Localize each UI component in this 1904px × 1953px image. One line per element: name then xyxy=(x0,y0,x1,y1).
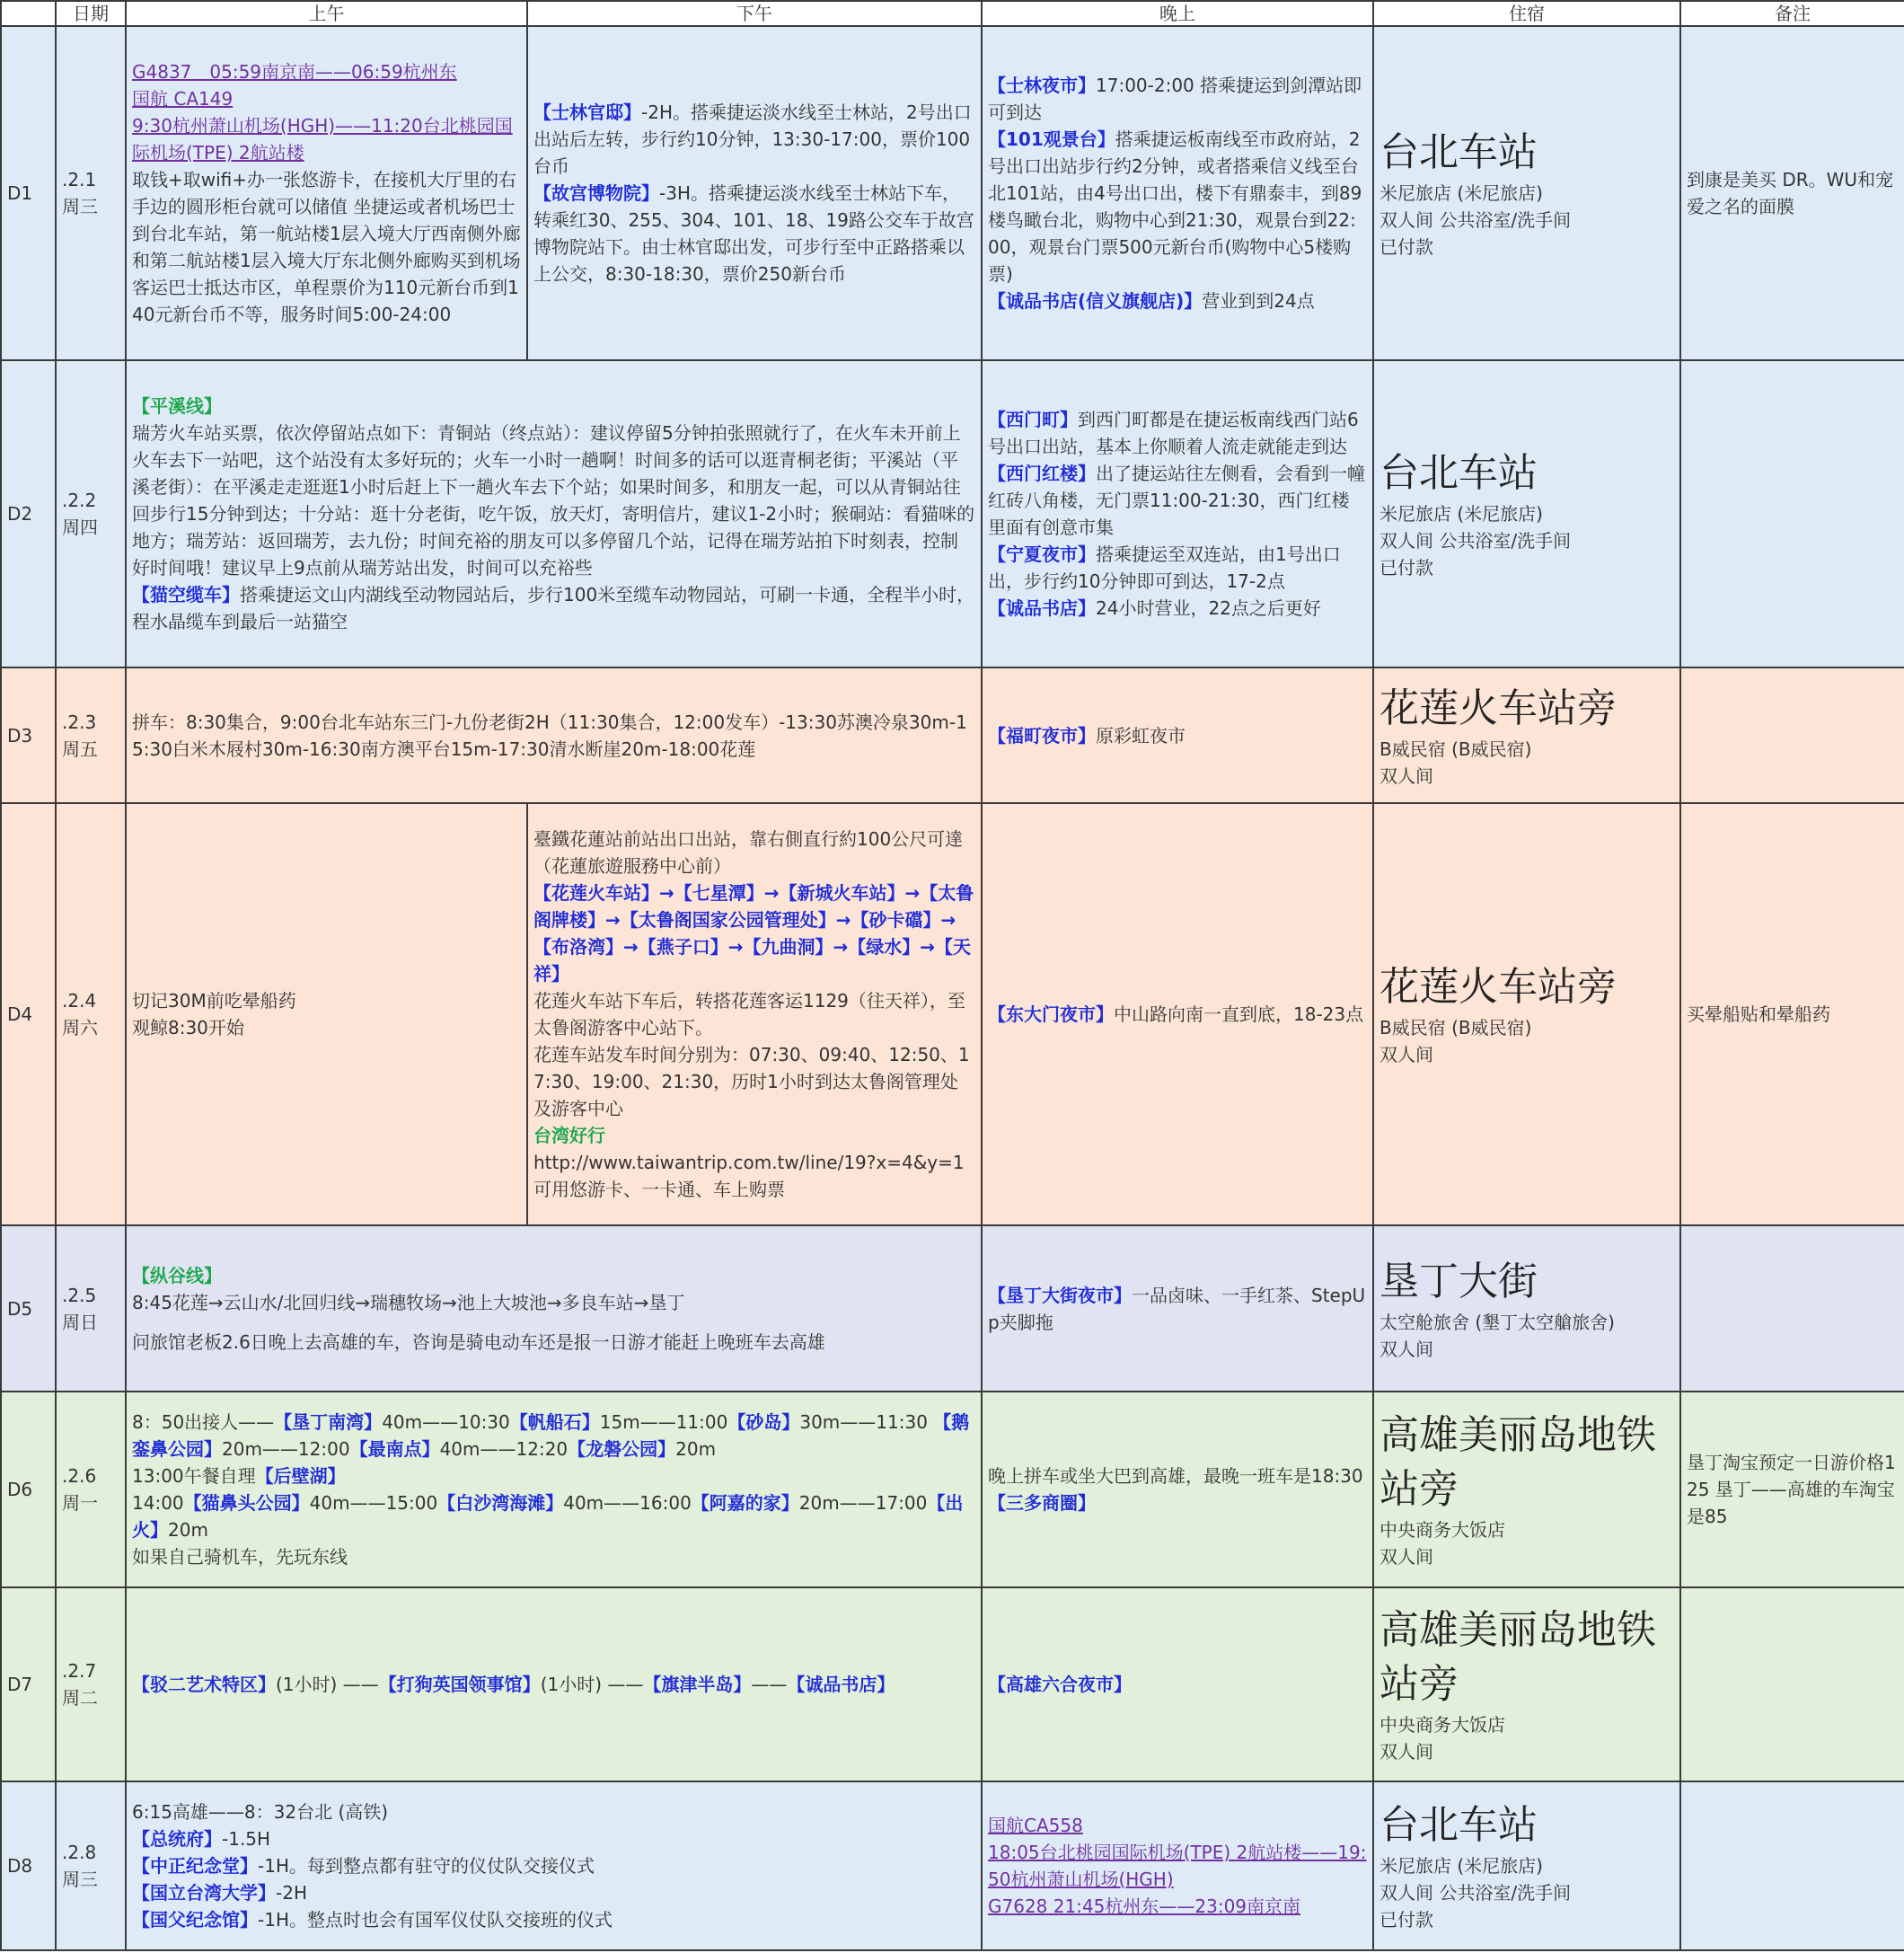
spot-desc: 17:00-2:00 搭乘捷运到剑潭站即可到达 xyxy=(988,75,1362,123)
hotel-name: 太空舱旅舍 (墾丁太空艙旅舍) xyxy=(1380,1311,1615,1333)
spot-name: 【101观景台】 xyxy=(988,128,1115,150)
date-cell[interactable] xyxy=(56,667,126,803)
afternoon-cell[interactable] xyxy=(527,803,982,1225)
route-title: 【纵谷线】 xyxy=(132,1264,222,1286)
spot-desc: 原彩虹夜市 xyxy=(1096,724,1186,747)
notes-cell[interactable]: 买晕船贴和晕船药 xyxy=(1680,803,1904,1225)
hotel-area: 垦丁大街 xyxy=(1380,1258,1538,1304)
date-cell[interactable] xyxy=(56,360,126,667)
morning-afternoon-cell[interactable] xyxy=(126,360,982,667)
spot-name: 【故宫博物院】 xyxy=(533,182,659,204)
day-cell[interactable]: D3 xyxy=(1,667,56,803)
morning-afternoon-cell[interactable]: 拼车：8:30集合，9:00台北车站东三门-九份老街2H（11:30集合，12:00发车）-13:30苏澳冷泉30m-15:30白米木屐村30m-16:30南方澳平台15m-17:30清水断崖20m-18:00花莲 xyxy=(126,667,982,803)
schedule-text: 14:00 xyxy=(132,1492,184,1514)
day-cell[interactable]: D8 xyxy=(1,1781,56,1950)
room-type: 双人间 xyxy=(1380,764,1433,787)
hotel-name: B威民宿 (B威民宿) xyxy=(1380,738,1532,760)
evening-cell[interactable] xyxy=(982,1587,1373,1781)
date-text: .2.1 xyxy=(62,169,97,190)
room-type: 双人间 公共浴室/洗手间 xyxy=(1380,1882,1572,1904)
route-desc: 瑞芳火车站买票，依次停留站点如下：青铜站（终点站）：建议停留5分钟拍张照就行了，在火车未开前上火车去下一站吧，这个站没有太多好玩的；火车一小时一趟啊！时间多的话可以逛青桐老街；平溪站（平溪老街）：在平溪走走逛逛1小时后赶上下一趟火车去下个站；如果时间多，和朋友一起，可以从青铜站往回步行15分钟到达；十分站：逛十分老街，吃午饭，放天灯，寄明信片，建议1-2小时；猴硐站：看猫咪的地方；瑞芳站：返回瑞芳，去九份；时间充裕的朋友可以多停留几个站，记得在瑞芳站拍下时刻表，控制好时间哦！建议早上9点前从瑞芳站出发，时间可以充裕些 xyxy=(132,422,975,579)
date-text: .2.8 xyxy=(62,1842,97,1863)
spot-desc: -2H xyxy=(276,1882,307,1904)
morning-line: 切记30M前吃晕船药 xyxy=(132,990,296,1012)
hotel-area: 花莲火车站旁 xyxy=(1380,685,1617,731)
day-cell[interactable]: D7 xyxy=(1,1587,56,1781)
lodging-cell[interactable] xyxy=(1373,1781,1680,1950)
hotel-area: 台北车站 xyxy=(1380,129,1538,175)
spot-name: 【国立台湾大学】 xyxy=(132,1882,276,1904)
date-text: .2.6 xyxy=(62,1465,97,1487)
bus-schedule: 花莲车站发车时间分别为：07:30、09:40、12:50、17:30、19:00、21:30，历时1小时到达太鲁阁管理处及游客中心 xyxy=(533,1044,970,1119)
evening-cell[interactable] xyxy=(982,803,1373,1225)
train-link[interactable]: G7628 21:45杭州东——23:09南京南 xyxy=(988,1896,1301,1917)
date-cell[interactable] xyxy=(56,1392,126,1587)
route-list: 【花莲火车站】→【七星潭】→【新城火车站】→【太鲁阁牌楼】→【太鲁阁国家公园管理处】→【砂卡礑】→【布洛湾】→【燕子口】→【九曲洞】→【绿水】→【天祥】 xyxy=(533,882,974,985)
spot-name: 【诚品书店】 xyxy=(787,1674,895,1695)
train-text: 6:15高雄——8：32台北 (高铁) xyxy=(132,1801,389,1823)
room-type: 双人间 xyxy=(1380,1044,1433,1065)
header-morning[interactable]: 上午 xyxy=(126,1,527,26)
row-d8 xyxy=(1,1781,1904,1950)
spot-name: 【帆船石】 xyxy=(509,1411,600,1433)
date-cell[interactable] xyxy=(56,1587,126,1781)
station-exit-desc: 臺鐵花蓮站前站出口出站，靠右側直行約100公尺可達（花蓮旅遊服務中心前） xyxy=(533,828,964,877)
lodging-cell[interactable] xyxy=(1373,803,1680,1225)
hotel-name: B威民宿 (B威民宿) xyxy=(1380,1017,1532,1038)
schedule-text: 40m——10:30 xyxy=(382,1411,510,1433)
spot-name: 【鹅銮鼻公园】 xyxy=(132,1411,970,1460)
spot-name: 【龙磐公园】 xyxy=(568,1438,676,1460)
weekday-text: 周四 xyxy=(62,517,98,538)
schedule-text: 40m——12:20 xyxy=(439,1438,569,1460)
evening-cell[interactable] xyxy=(982,1781,1373,1950)
row-d1 xyxy=(1,26,1904,360)
date-cell[interactable] xyxy=(56,26,126,360)
hotel-name: 米尼旅店 (米尼旅店) xyxy=(1380,182,1543,204)
spot-name: 【士林官邸】 xyxy=(533,102,641,123)
schedule-text: 40m——16:00 xyxy=(563,1492,692,1514)
notes-cell[interactable]: 到康是美买 DR。WU和宠爱之名的面膜 xyxy=(1680,26,1904,360)
header-blank[interactable] xyxy=(1,1,56,26)
payment-status: 已付款 xyxy=(1380,557,1433,579)
spot-desc: 一品卤味、一手红茶、StepUp夹脚拖 xyxy=(988,1284,1366,1333)
schedule-text: 40m——15:00 xyxy=(309,1492,438,1514)
weekday-text: 周一 xyxy=(62,1492,98,1514)
spot-desc: 到西门町都是在捷运板南线西门站6号出口出站，基本上你顺着人流走就能走到达 xyxy=(988,409,1359,457)
hotel-area: 台北车站 xyxy=(1380,1802,1538,1848)
spot-name: 【宁夏夜市】 xyxy=(988,543,1096,565)
spot-name: 【后壁湖】 xyxy=(255,1465,346,1487)
schedule-text: 30m——11:30 xyxy=(799,1411,928,1433)
spot-desc: 中山路向南一直到底，18-23点 xyxy=(1114,1003,1364,1025)
lodging-cell[interactable] xyxy=(1373,26,1680,360)
schedule-text: 20m——17:00 xyxy=(798,1492,928,1514)
schedule-text: 13:00午餐自理 xyxy=(132,1465,256,1487)
day-cell[interactable]: D5 xyxy=(1,1225,56,1392)
weekday-text: 周日 xyxy=(62,1311,98,1333)
hotel-name: 米尼旅店 (米尼旅店) xyxy=(1380,503,1543,525)
spot-desc: 搭乘捷运至双连站，由1号出口出，步行约10分钟即可到达，17-2点 xyxy=(988,543,1341,592)
day-cell[interactable]: D1 xyxy=(1,26,56,360)
date-text: .2.7 xyxy=(62,1660,97,1682)
spot-name: 【三多商圈】 xyxy=(988,1492,1096,1514)
weekday-text: 周五 xyxy=(62,738,98,760)
spot-desc: -3H。搭乘捷运淡水线至士林站下车，转乘红30、255、304、101、18、19路公交车于故宫博物院站下。由士林官邸出发，可步行至中正路搭乘以上公交，8:30-18:30，票价250新台币 xyxy=(533,182,974,285)
route-title: 【平溪线】 xyxy=(132,395,222,417)
spot-desc: 24小时营业，22点之后更好 xyxy=(1096,597,1321,619)
date-text: .2.4 xyxy=(62,990,97,1012)
spot-name: 【诚品书店(信义旗舰店)】 xyxy=(988,290,1203,312)
date-cell[interactable] xyxy=(56,1781,126,1950)
evening-cell[interactable] xyxy=(982,1225,1373,1392)
spot-desc: -1.5H xyxy=(222,1828,271,1850)
row-d4 xyxy=(1,803,1904,1225)
spot-name: 【最南点】 xyxy=(349,1438,440,1460)
row-d3 xyxy=(1,667,1904,803)
spot-name: 【垦丁南湾】 xyxy=(274,1411,383,1433)
spot-name: 【白沙湾海滩】 xyxy=(437,1492,564,1514)
notes-cell[interactable] xyxy=(1680,1587,1904,1781)
hotel-area: 高雄美丽岛地铁站旁 xyxy=(1380,1607,1656,1707)
day-cell[interactable]: D6 xyxy=(1,1392,56,1587)
bus-desc: 花莲火车站下车后，转搭花莲客运1129（往天祥），至太鲁阁游客中心站下。 xyxy=(533,990,965,1038)
weekday-text: 周三 xyxy=(62,1869,98,1890)
flight-link[interactable]: 国航CA558 xyxy=(988,1815,1083,1836)
notes-cell[interactable] xyxy=(1680,360,1904,667)
lodging-cell[interactable] xyxy=(1373,1587,1680,1781)
notes-cell[interactable] xyxy=(1680,1781,1904,1950)
lodging-cell[interactable] xyxy=(1373,360,1680,667)
spot-name: 【猫鼻头公园】 xyxy=(183,1492,310,1514)
header-lodging[interactable]: 住宿 xyxy=(1373,1,1680,26)
spot-desc: -1H。整点时也会有国军仪仗队交接班的仪式 xyxy=(258,1909,613,1931)
header-row xyxy=(1,1,1904,26)
flight-time-link[interactable]: 9:30杭州萧山机场(HGH)——11:20台北桃园国际机场(TPE) 2航站楼 xyxy=(132,115,513,163)
schedule-text: (1小时) —— xyxy=(540,1674,644,1695)
day-cell[interactable]: D2 xyxy=(1,360,56,667)
spot-name: 【高雄六合夜市】 xyxy=(988,1674,1132,1695)
payment-status: 已付款 xyxy=(1380,236,1433,258)
route-desc: 8:45花莲→云山水/北回归线→瑞穗牧场→池上大坡池→多良车站→垦丁 xyxy=(132,1291,685,1313)
spot-desc: -2H。搭乘捷运淡水线至士林站，2号出口出站后左转，步行约10分钟，13:30-17:00，票价100台币 xyxy=(533,102,972,177)
spot-name: 【总统府】 xyxy=(132,1828,222,1850)
header-afternoon[interactable]: 下午 xyxy=(527,1,982,26)
weekday-text: 周二 xyxy=(62,1687,98,1709)
row-d2 xyxy=(1,360,1904,667)
notes-cell[interactable] xyxy=(1680,667,1904,803)
room-type: 双人间 xyxy=(1380,1546,1433,1568)
schedule-text: 如果自己骑机车，先玩东线 xyxy=(132,1546,348,1568)
room-type: 双人间 xyxy=(1380,1338,1433,1360)
spot-name: 【东大门夜市】 xyxy=(988,1003,1114,1025)
lodging-cell[interactable] xyxy=(1373,1392,1680,1587)
morning-cell[interactable] xyxy=(126,26,527,360)
hotel-area: 台北车站 xyxy=(1380,450,1538,496)
header-evening[interactable]: 晚上 xyxy=(982,1,1373,26)
header-notes[interactable]: 备注 xyxy=(1680,1,1904,26)
date-text: .2.3 xyxy=(62,711,97,733)
hotel-area: 花莲火车站旁 xyxy=(1380,964,1617,1010)
lodging-cell[interactable] xyxy=(1373,667,1680,803)
row-d5 xyxy=(1,1225,1904,1392)
spot-name: 【驳二艺术特区】 xyxy=(132,1674,276,1695)
schedule-text: 20m xyxy=(168,1519,208,1541)
room-type: 双人间 xyxy=(1380,1741,1433,1763)
morning-text: 取钱+取wifi+办一张悠游卡，在接机大厅里的右手边的圆形柜台就可以储值 坐捷运或者机场巴士到台北车站，第一航站楼1层入境大厅西南侧外廊和第二航站楼1层入境大厅东北侧外廊购买到机场客运巴士抵达市区，单程票价为110元新台币到140元新台币不等，服务时间5:00-24:00 xyxy=(132,169,521,325)
evening-cell[interactable] xyxy=(982,360,1373,667)
morning-afternoon-cell[interactable] xyxy=(126,1392,982,1587)
notes-cell[interactable]: 垦丁淘宝预定一日游价格125 垦丁——高雄的车淘宝是85 xyxy=(1680,1392,1904,1587)
lodging-cell[interactable] xyxy=(1373,1225,1680,1392)
morning-line: 观鲸8:30开始 xyxy=(132,1017,244,1038)
evening-desc: 晚上拼车或坐大巴到高雄，最晚一班车是18:30 xyxy=(988,1465,1363,1487)
spot-name: 【猫空缆车】 xyxy=(132,584,240,605)
spot-name: 【国父纪念馆】 xyxy=(132,1909,258,1931)
hotel-name: 中央商务大饭店 xyxy=(1380,1519,1505,1541)
morning-afternoon-cell[interactable] xyxy=(126,1781,982,1950)
train-link[interactable]: G4837 05:59南京南——06:59杭州东 xyxy=(132,61,457,83)
spot-name: 【西门町】 xyxy=(988,409,1078,430)
schedule-text: (1小时) —— xyxy=(276,1674,379,1695)
flight-time-link[interactable]: 18:05台北桃园国际机场(TPE) 2航站楼——19:50杭州萧山机场(HGH) xyxy=(988,1842,1367,1890)
spot-name: 【阿嘉的家】 xyxy=(691,1492,799,1514)
flight-link[interactable]: 国航 CA149 xyxy=(132,88,234,110)
spot-name: 【旗津半岛】 xyxy=(643,1674,752,1695)
notes-cell[interactable] xyxy=(1680,1225,1904,1392)
row-d6 xyxy=(1,1392,1904,1587)
evening-cell[interactable] xyxy=(982,1392,1373,1587)
spot-desc: 搭乘捷运板南线至市政府站，2号出口出站步行约2分钟，或者搭乘信义线至台北101站，由4号出口出，楼下有鼎泰丰，到89楼鸟瞰台北，购物中心到21:30，观景台到22:00，观景台门票500元新台币(购物中心5楼购票) xyxy=(988,128,1362,285)
spot-name: 【诚品书店】 xyxy=(988,597,1096,619)
route-title: 台湾好行 xyxy=(533,1125,605,1146)
hotel-name: 米尼旅店 (米尼旅店) xyxy=(1380,1855,1543,1877)
evening-cell[interactable] xyxy=(982,667,1373,803)
schedule-text: 8：50出接人—— xyxy=(132,1411,275,1433)
hotel-name: 中央商务大饭店 xyxy=(1380,1714,1505,1736)
room-type: 双人间 公共浴室/洗手间 xyxy=(1380,530,1572,552)
spot-name: 【砂岛】 xyxy=(727,1411,800,1433)
date-text: .2.2 xyxy=(62,490,97,511)
spot-name: 【士林夜市】 xyxy=(988,75,1096,96)
room-type: 双人间 公共浴室/洗手间 xyxy=(1380,209,1572,231)
evening-cell[interactable] xyxy=(982,26,1373,360)
date-cell[interactable] xyxy=(56,1225,126,1392)
row-d7 xyxy=(1,1587,1904,1781)
hotel-area: 高雄美丽岛地铁站旁 xyxy=(1380,1412,1656,1512)
weekday-text: 周六 xyxy=(62,1017,98,1038)
schedule-text: 20m——12:00 xyxy=(222,1438,350,1460)
spot-name: 【打狗英国领事馆】 xyxy=(378,1674,541,1695)
spot-name: 【西门红楼】 xyxy=(988,463,1096,484)
morning-afternoon-cell[interactable] xyxy=(126,1225,982,1392)
morning-afternoon-cell[interactable] xyxy=(126,1587,982,1781)
day-cell[interactable]: D4 xyxy=(1,803,56,1225)
spot-name: 【中正纪念堂】 xyxy=(132,1855,258,1877)
schedule-text: —— xyxy=(751,1674,788,1695)
date-text: .2.5 xyxy=(62,1284,97,1306)
spot-name: 【出火】 xyxy=(132,1492,964,1541)
spot-name: 【垦丁大街夜市】 xyxy=(988,1284,1132,1306)
schedule-text: 15m——11:00 xyxy=(599,1411,728,1433)
date-cell[interactable] xyxy=(56,803,126,1225)
payment-status: 已付款 xyxy=(1380,1909,1433,1931)
spot-desc: 营业到到24点 xyxy=(1202,290,1315,312)
website-text: http://www.taiwantrip.com.tw/line/19?x=4&y=1 可用悠游卡、一卡通、车上购票 xyxy=(533,1152,965,1200)
afternoon-cell[interactable] xyxy=(527,26,982,360)
header-date[interactable]: 日期 xyxy=(56,1,126,26)
morning-cell[interactable] xyxy=(126,803,527,1225)
schedule-text: 20m xyxy=(675,1438,717,1460)
weekday-text: 周三 xyxy=(62,196,98,217)
spot-name: 【福町夜市】 xyxy=(988,724,1096,747)
spot-desc: 出了捷运站往左侧看，会看到一幢红砖八角楼，无门票11:00-21:30，西门红楼里面有创意市集 xyxy=(988,463,1365,538)
spot-desc: -1H。每到整点都有驻守的仪仗队交接仪式 xyxy=(258,1855,595,1877)
route-note: 问旅馆老板2.6日晚上去高雄的车，咨询是骑电动车还是报一日游才能赶上晚班车去高雄 xyxy=(132,1330,825,1353)
spot-desc: 搭乘捷运文山内湖线至动物园站后，步行100米至缆车动物园站，可刷一卡通，全程半小时，程水晶缆车到最后一站猫空 xyxy=(132,584,975,632)
